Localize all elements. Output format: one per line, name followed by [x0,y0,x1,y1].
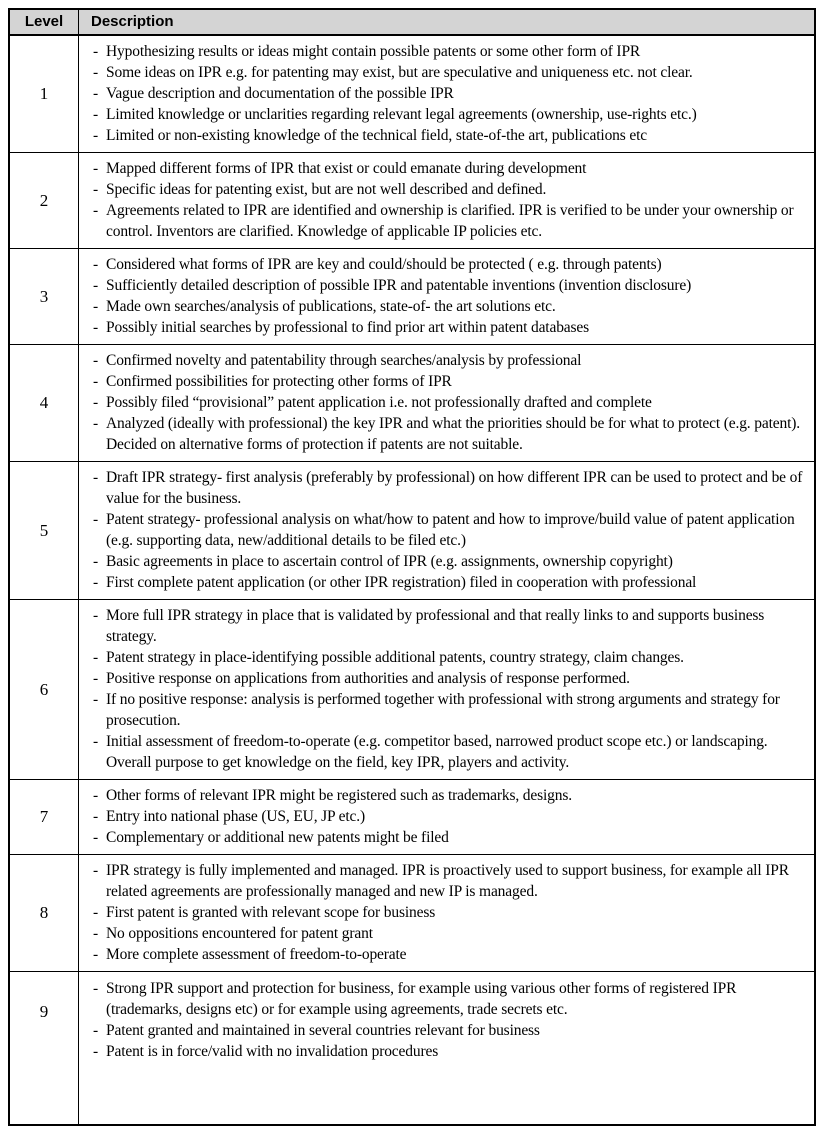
header-row [10,10,814,36]
table-row [10,780,814,855]
bullet-item: - Hypothesizing results or ideas might contain possible patents or some other form of IPR [91,41,808,62]
bullet-list [91,350,808,455]
bullet-item: - Considered what forms of IPR are key and could/should be protected ( e.g. through patents) [91,254,808,275]
bullet-item: - Patent strategy- professional analysis on what/how to patent and how to improve/build value of patent application (e.g. supporting data, new/additional details to be filed etc.) [91,509,808,551]
description-cell [79,780,814,854]
level-cell: 1 [10,36,79,152]
bullet-item: - Vague description and documentation of the possible IPR [91,83,808,104]
bullet-item: - Limited knowledge or unclarities regarding relevant legal agreements (ownership, use-rights etc.) [91,104,808,125]
bullet-item: - Complementary or additional new patents might be filed [91,827,808,848]
description-cell [79,153,814,248]
description-cell [79,855,814,971]
table-row [10,36,814,153]
level-cell: 4 [10,345,79,461]
bullet-item: - More full IPR strategy in place that is validated by professional and that really links to and supports business strategy. [91,605,808,647]
level-cell: 2 [10,153,79,248]
bullet-item: - Initial assessment of freedom-to-operate (e.g. competitor based, narrowed product scope etc.) or landscaping. Overall purpose to get knowledge on the field, key IPR, players and activity. [91,731,808,773]
bullet-list [91,605,808,773]
bullet-item: - Draft IPR strategy- first analysis (preferably by professional) on how different IPR can be used to protect and be of value for the business. [91,467,808,509]
bullet-item: - Patent is in force/valid with no invalidation procedures [91,1041,808,1062]
bullet-item: - Limited or non-existing knowledge of the technical field, state-of-the art, publications etc [91,125,808,146]
bullet-item: - Confirmed novelty and patentability through searches/analysis by professional [91,350,808,371]
bullet-item: - Basic agreements in place to ascertain control of IPR (e.g. assignments, ownership copyright) [91,551,808,572]
description-cell [79,600,814,779]
bullet-list [91,978,808,1062]
bullet-item: - No oppositions encountered for patent grant [91,923,808,944]
table-body [10,36,814,1124]
description-cell [79,249,814,344]
bullet-item: - Strong IPR support and protection for business, for example using various other forms of registered IPR (trademarks, designs etc) or for example using agreements, trade secrets etc. [91,978,808,1020]
bullet-item: - First complete patent application (or other IPR registration) filed in cooperation with professional [91,572,808,593]
level-cell: 3 [10,249,79,344]
table-row [10,600,814,780]
table-row [10,249,814,345]
bullet-item: - Sufficiently detailed description of possible IPR and patentable inventions (invention disclosure) [91,275,808,296]
bullet-item: - Analyzed (ideally with professional) the key IPR and what the priorities should be for what to protect (e.g. patent). Decided on alternative forms of protection if patents are not suitable. [91,413,808,455]
bullet-list [91,785,808,848]
table-row [10,855,814,972]
bullet-item: - Agreements related to IPR are identified and ownership is clarified. IPR is verified to be under your ownership or control. Inventors are clarified. Knowledge of applicable IP policies etc. [91,200,808,242]
level-cell: 7 [10,780,79,854]
bullet-item: - Positive response on applications from authorities and analysis of response performed. [91,668,808,689]
description-cell [79,345,814,461]
bullet-item: - If no positive response: analysis is performed together with professional with strong arguments and strategy for prosecution. [91,689,808,731]
bullet-item: - First patent is granted with relevant scope for business [91,902,808,923]
bullet-item: - Patent granted and maintained in several countries relevant for business [91,1020,808,1041]
bullet-item: - Other forms of relevant IPR might be registered such as trademarks, designs. [91,785,808,806]
bullet-item: - Possibly initial searches by professional to find prior art within patent databases [91,317,808,338]
bullet-list [91,860,808,965]
bullet-item: - Made own searches/analysis of publications, state-of- the art solutions etc. [91,296,808,317]
bullet-item: - Specific ideas for patenting exist, but are not well described and defined. [91,179,808,200]
bullet-list [91,254,808,338]
column-header-description: Description [91,13,174,30]
level-cell: 8 [10,855,79,971]
level-cell: 6 [10,600,79,779]
table-row [10,345,814,462]
description-cell [79,36,814,152]
table-row [10,153,814,249]
bullet-item: - IPR strategy is fully implemented and managed. IPR is proactively used to support business, for example all IPR related agreements are professionally managed and new IP is managed. [91,860,808,902]
column-header-level: Level [10,10,79,34]
description-cell [79,462,814,599]
table-row [10,462,814,600]
bullet-item: - Entry into national phase (US, EU, JP etc.) [91,806,808,827]
level-cell: 5 [10,462,79,599]
bullet-item: - More complete assessment of freedom-to-operate [91,944,808,965]
bullet-list [91,41,808,146]
table-row [10,972,814,1124]
bullet-list [91,158,808,242]
level-cell: 9 [10,972,79,1124]
ipr-levels-table [8,8,816,1126]
description-cell [79,972,814,1124]
bullet-item: - Some ideas on IPR e.g. for patenting may exist, but are speculative and uniqueness etc. not clear. [91,62,808,83]
bullet-item: - Confirmed possibilities for protecting other forms of IPR [91,371,808,392]
bullet-list [91,467,808,593]
bullet-item: - Mapped different forms of IPR that exist or could emanate during development [91,158,808,179]
bullet-item: - Possibly filed “provisional” patent application i.e. not professionally drafted and complete [91,392,808,413]
bullet-item: - Patent strategy in place-identifying possible additional patents, country strategy, claim changes. [91,647,808,668]
